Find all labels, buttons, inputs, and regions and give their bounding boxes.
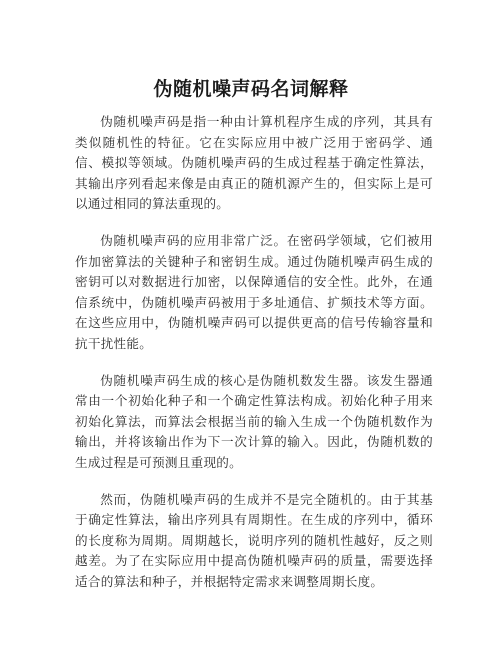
- document-title: 伪随机噪声码名词解释: [153, 78, 349, 100]
- paragraph-3: 伪随机噪声码生成的核心是伪随机数发生器。该发生器通常由一个初始化种子和一个确定性算法构成。初始化种子用来初始化算法，而算法会根据当前的输入生成一个伪随机数作为输出，并将该输出作为下一次计算的输入。因此，伪随机数的生成过程是可预测且重现的。: [75, 372, 433, 470]
- paragraph-4: 然而，伪随机噪声码的生成并不是完全随机的。由于其基于确定性算法，输出序列具有周期性。在生成的序列中，循环的长度称为周期。周期越长，说明序列的随机性越好，反之则越差。为了在实际应用中提高伪随机噪声码的质量，需要选择适合的算法和种子，并根据特定需求来调整周期长度。: [75, 491, 433, 589]
- paragraph-1: 伪随机噪声码是指一种由计算机程序生成的序列，其具有类似随机性的特征。它在实际应用中被广泛用于密码学、通信、模拟等领域。伪随机噪声码的生成过程基于确定性算法，其输出序列看起来像是由真正的随机源产生的，但实际上是可以通过相同的算法重现的。: [75, 114, 433, 212]
- paragraph-2: 伪随机噪声码的应用非常广泛。在密码学领域，它们被用作加密算法的关键种子和密钥生成。通过伪随机噪声码生成的密钥可以对数据进行加密，以保障通信的安全性。此外，在通信系统中，伪随机噪声码被用于多址通信、扩频技术等方面。在这些应用中，伪随机噪声码可以提供更高的信号传输容量和抗干扰性能。: [75, 232, 433, 351]
- document-body: [75, 112, 433, 608]
